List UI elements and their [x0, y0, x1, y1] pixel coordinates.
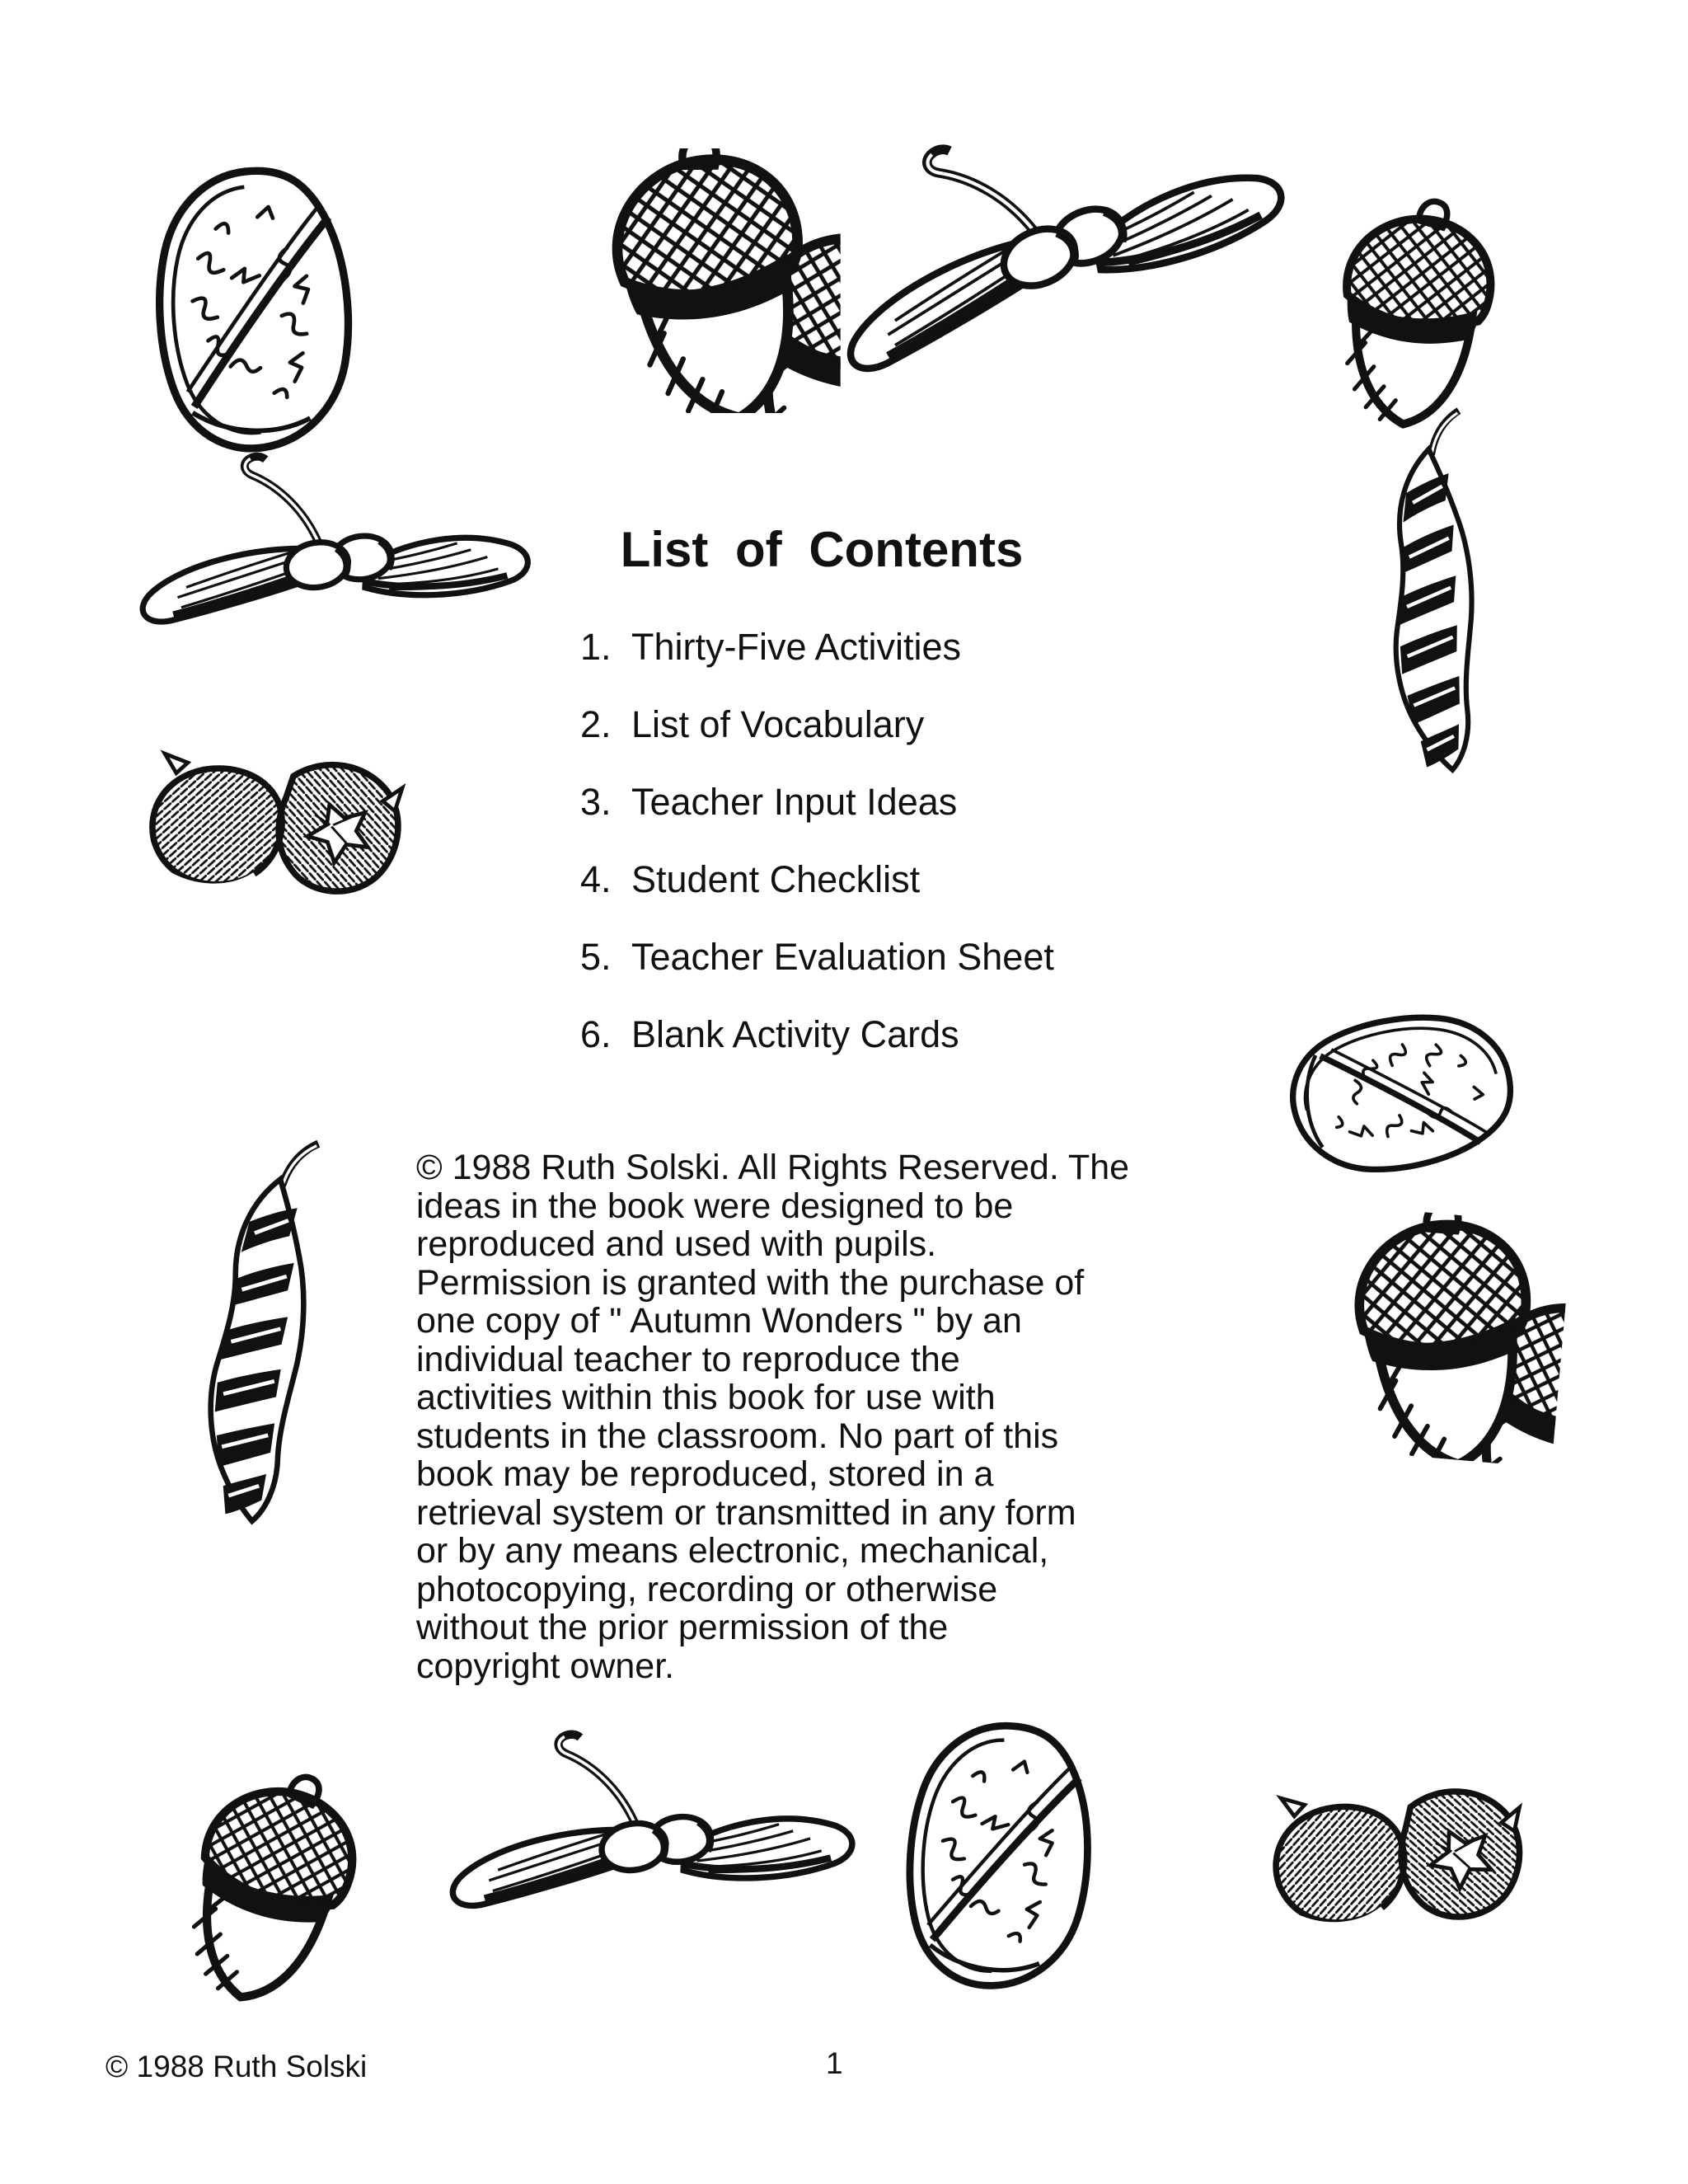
maple-samara-illustration: [92, 407, 584, 753]
copyright-line: ideas in the book were designed to be: [416, 1186, 1014, 1226]
copyright-line: individual teacher to reproduce the: [416, 1339, 960, 1379]
item-label: Student Checklist: [631, 858, 921, 900]
copyright-line: © 1988 Ruth Solski. All Rights Reserved. The: [416, 1148, 1130, 1187]
item-label: Teacher Input Ideas: [631, 781, 958, 823]
item-label: Teacher Evaluation Sheet: [631, 936, 1054, 978]
footer-copyright: © 1988 Ruth Solski: [106, 2050, 368, 2083]
contents-item: [580, 1013, 1054, 1055]
item-number: 2.: [580, 703, 612, 745]
copyright-line: activities within this book for use with: [416, 1378, 996, 1417]
copyright-line: copyright owner.: [416, 1646, 675, 1686]
chestnuts-illustration: [1242, 1755, 1547, 1965]
copyright-line: without the prior permission of the: [416, 1608, 949, 1647]
chestnuts-illustration: [119, 722, 425, 933]
copyright-line: reproduced and used with pupils.: [416, 1224, 937, 1264]
copyright-line: students in the classroom. No part of this: [416, 1416, 1059, 1456]
seed-pod-illustration: [1355, 402, 1507, 831]
copyright-line: book may be reproduced, stored in a: [416, 1454, 994, 1494]
copyright-line: one copy of " Autumn Wonders " by an: [416, 1301, 1022, 1341]
maple-samara-illustration: [401, 1684, 910, 2041]
contents-item: [580, 628, 1054, 666]
item-label: Blank Activity Cards: [631, 1013, 959, 1055]
copyright-paragraph: [416, 1148, 1240, 1685]
walnut-illustration: [887, 1710, 1114, 2004]
copyright-line: or by any means electronic, mechanical,: [416, 1531, 1049, 1571]
acorns-illustration: [1225, 1196, 1573, 1468]
copyright-line: Permission is granted with the purchase of: [416, 1262, 1085, 1303]
contents-item: [580, 938, 1054, 976]
page-number: 1: [826, 2046, 843, 2080]
contents-item: [580, 783, 1054, 821]
item-label: List of Vocabulary: [631, 703, 925, 745]
item-number: 3.: [580, 781, 612, 823]
contents-item: [580, 858, 1054, 900]
maple-samara-illustration: [804, 124, 1331, 414]
item-number: 1.: [580, 626, 612, 668]
contents-list: [580, 628, 1054, 1093]
acorn-illustration: [142, 1743, 394, 2039]
copyright-line: retrieval system or transmitted in any form: [416, 1492, 1076, 1533]
copyright-line: photocopying, recording or otherwise: [416, 1569, 998, 1609]
seed-pod-illustration: [171, 1126, 341, 1586]
item-label: Thirty-Five Activities: [631, 626, 962, 668]
contents-item: [580, 703, 1054, 745]
item-number: 6.: [580, 1013, 612, 1055]
item-number: 4.: [580, 858, 612, 900]
item-number: 5.: [580, 936, 612, 978]
page-title: List of Contents: [620, 522, 1024, 578]
walnut-illustration: [1271, 989, 1531, 1200]
acorns-illustration: [485, 148, 841, 413]
